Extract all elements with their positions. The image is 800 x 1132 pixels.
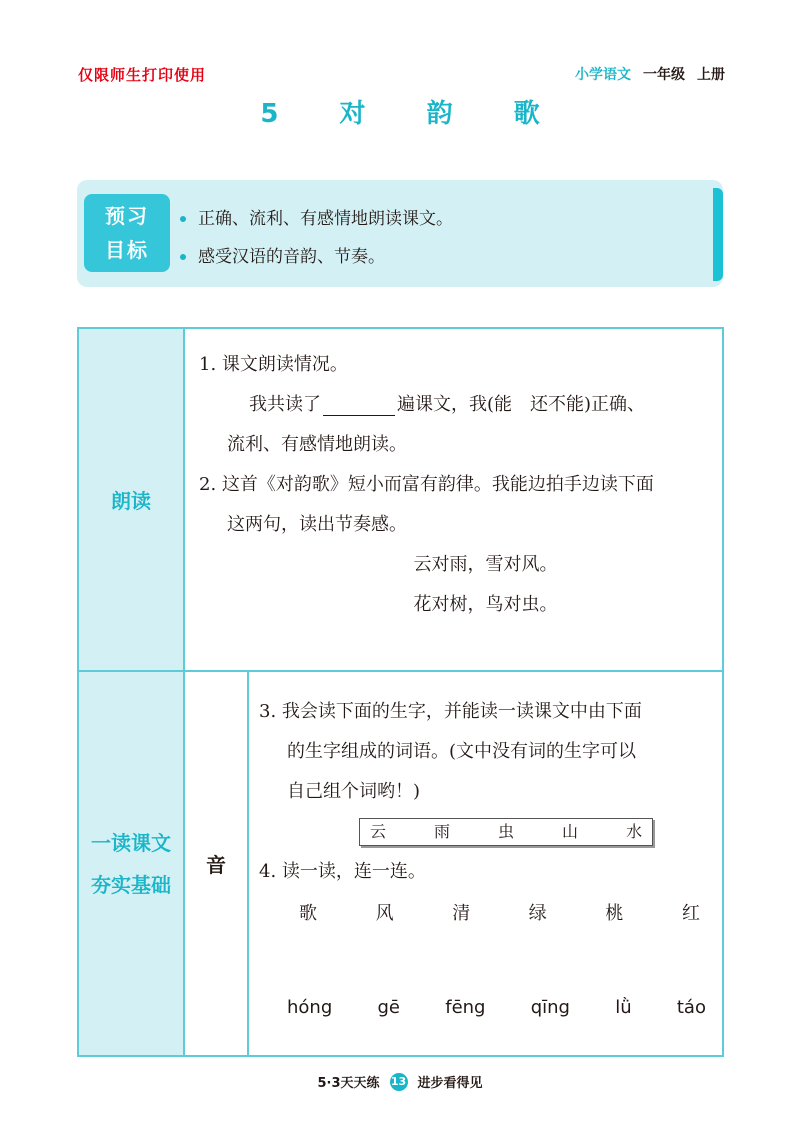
- goal-item: [180, 200, 453, 238]
- page-footer: [0, 1072, 800, 1091]
- q2-line1: 2. 这首《对韵歌》短小而富有韵律。我能边拍手边读下面: [199, 474, 654, 495]
- sub-label-sound: [184, 671, 248, 1056]
- match-character[interactable]: 红: [681, 903, 700, 924]
- basics-content: [248, 671, 723, 1056]
- character: 云: [370, 822, 387, 841]
- sub-label-text: 音: [206, 853, 226, 877]
- page-title: 5 对 韵 歌: [260, 99, 566, 129]
- q2-line2: 这两句，读出节奏感。: [227, 514, 407, 535]
- match-pinyin[interactable]: lǜ: [615, 997, 632, 1018]
- section-label-line2: 夯实基础: [91, 872, 171, 897]
- q1-text-b: 遍课文，我(能 还不能)正确、: [397, 394, 646, 415]
- basics-row: [78, 671, 723, 1056]
- match-character[interactable]: 桃: [605, 903, 624, 924]
- match-characters-row: [259, 894, 712, 934]
- footer-slogan: 进步看得见: [417, 1076, 483, 1091]
- goals-panel-accent: [713, 188, 723, 281]
- bullet-icon: [180, 254, 186, 260]
- section-label-reading: [78, 328, 184, 671]
- print-notice: 仅限师生打印使用: [78, 66, 207, 84]
- read-count-blank[interactable]: [323, 394, 395, 416]
- goal-text: 正确、流利、有感情地朗读课文。: [198, 209, 453, 229]
- match-pinyin[interactable]: táo: [676, 997, 706, 1018]
- q1-line: [199, 385, 712, 425]
- section-label-basics: [78, 671, 184, 1056]
- character: 雨: [434, 822, 451, 841]
- section-label-text: 朗读: [111, 489, 151, 513]
- match-pinyin[interactable]: hóng: [287, 997, 333, 1018]
- goals-tag-line1: 预习: [105, 204, 149, 228]
- bullet-icon: [180, 216, 186, 222]
- q3-line2: 的生字组成的词语。(文中没有词的生字可以: [287, 741, 637, 762]
- term-label: 上册: [697, 67, 725, 83]
- q3-line1: 3. 我会读下面的生字，并能读一读课文中由下面: [259, 701, 642, 722]
- match-character[interactable]: 绿: [528, 903, 547, 924]
- reading-row: [78, 328, 723, 671]
- q3-line3: 自己组个词哟！): [287, 781, 421, 802]
- goals-tag-line2: 目标: [105, 238, 149, 262]
- poem-line: 花对树，鸟对虫。: [413, 594, 558, 615]
- match-character[interactable]: 清: [452, 903, 471, 924]
- poem-line: 云对雨，雪对风。: [413, 554, 558, 575]
- match-pinyin[interactable]: gē: [377, 997, 400, 1018]
- q1-text-a: 我共读了: [249, 394, 321, 415]
- goals-list: [180, 200, 453, 276]
- footer-series: 5·3天天练: [317, 1076, 380, 1091]
- character: 山: [562, 822, 579, 841]
- match-pinyin[interactable]: fēng: [445, 997, 486, 1018]
- q1-line-cont: 流利、有感情地朗读。: [227, 434, 407, 455]
- exercise-table: [77, 327, 724, 1057]
- new-characters-box: [359, 818, 653, 846]
- page-number: 13: [390, 1073, 408, 1091]
- character: 虫: [498, 822, 515, 841]
- q4-title: 4. 读一读，连一连。: [259, 861, 426, 882]
- match-character[interactable]: 风: [375, 903, 394, 924]
- subject-label: 小学语文: [575, 67, 631, 83]
- goal-item: [180, 238, 453, 276]
- book-info: [575, 64, 725, 84]
- match-character[interactable]: 歌: [299, 903, 317, 924]
- goal-text: 感受汉语的音韵、节奏。: [198, 247, 385, 267]
- match-pinyin[interactable]: qīng: [530, 997, 570, 1018]
- grade-label: 一年级: [643, 67, 685, 83]
- match-pinyin-row: [259, 988, 712, 1028]
- section-label-line1: 一读课文: [91, 830, 171, 855]
- goals-tag: [84, 194, 170, 272]
- character: 水: [626, 822, 643, 841]
- reading-content: [184, 328, 723, 671]
- q1-title: 1. 课文朗读情况。: [199, 354, 348, 375]
